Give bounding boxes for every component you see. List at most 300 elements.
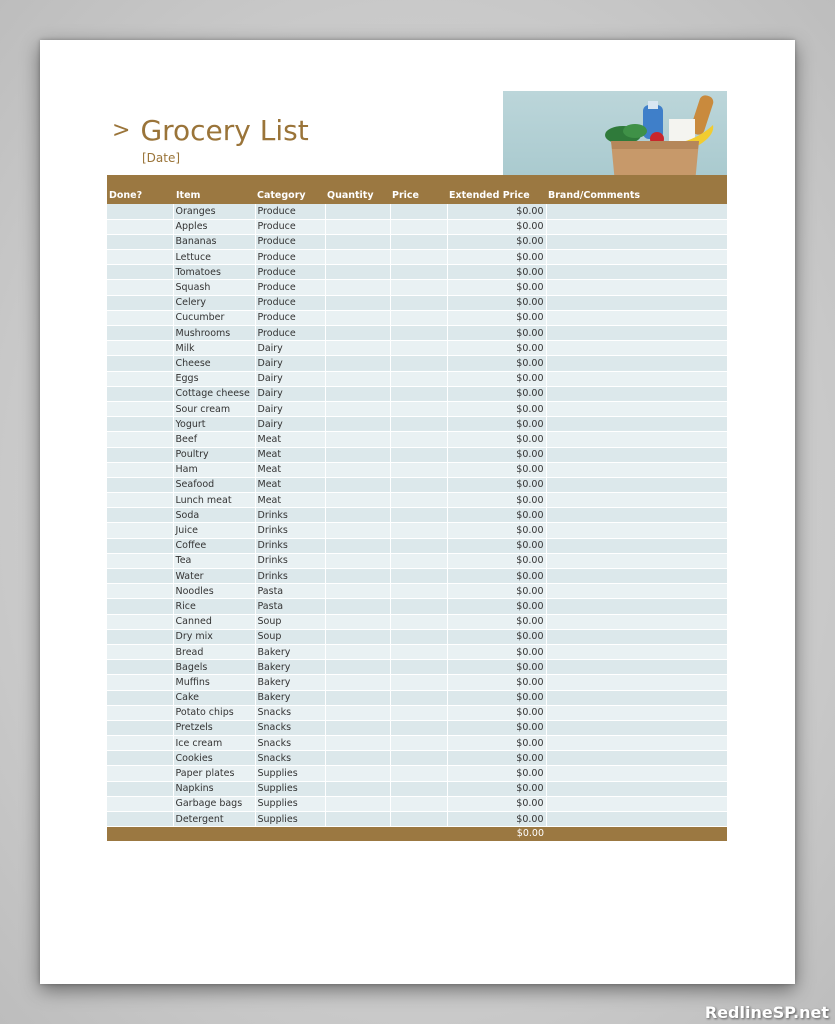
extended-price-cell: $0.00 <box>447 477 546 492</box>
done-cell[interactable] <box>107 614 173 629</box>
price-cell[interactable] <box>390 447 447 462</box>
extended-price-cell: $0.00 <box>447 660 546 675</box>
price-cell[interactable] <box>390 265 447 280</box>
done-cell[interactable] <box>107 280 173 295</box>
category-cell[interactable]: Produce <box>255 295 325 310</box>
item-cell[interactable]: Seafood <box>173 477 255 492</box>
price-cell[interactable] <box>390 812 447 827</box>
table-row <box>107 614 727 629</box>
brand-comments-cell[interactable] <box>546 401 727 416</box>
price-cell[interactable] <box>390 675 447 690</box>
category-cell[interactable]: Snacks <box>255 736 325 751</box>
brand-comments-cell[interactable] <box>546 219 727 234</box>
category-cell[interactable]: Drinks <box>255 553 325 568</box>
item-cell[interactable]: Cucumber <box>173 310 255 325</box>
table-row <box>107 690 727 705</box>
quantity-cell[interactable] <box>325 462 390 477</box>
brand-comments-cell[interactable] <box>546 310 727 325</box>
category-cell[interactable]: Produce <box>255 219 325 234</box>
brand-comments-cell[interactable] <box>546 705 727 720</box>
category-cell[interactable]: Bakery <box>255 660 325 675</box>
item-cell[interactable]: Cake <box>173 690 255 705</box>
extended-price-cell: $0.00 <box>447 705 546 720</box>
category-cell[interactable]: Soup <box>255 614 325 629</box>
brand-comments-cell[interactable] <box>546 553 727 568</box>
extended-price-cell: $0.00 <box>447 371 546 386</box>
brand-comments-cell[interactable] <box>546 234 727 249</box>
quantity-cell[interactable] <box>325 796 390 811</box>
category-cell[interactable]: Dairy <box>255 341 325 356</box>
extended-price-cell: $0.00 <box>447 751 546 766</box>
header-category: Category <box>257 190 306 201</box>
item-cell[interactable]: Bagels <box>173 660 255 675</box>
table-row <box>107 493 727 508</box>
item-cell[interactable]: Beef <box>173 432 255 447</box>
price-cell[interactable] <box>390 538 447 553</box>
brand-comments-cell[interactable] <box>546 614 727 629</box>
table-row <box>107 584 727 599</box>
done-cell[interactable] <box>107 447 173 462</box>
brand-comments-cell[interactable] <box>546 675 727 690</box>
brand-comments-cell[interactable] <box>546 796 727 811</box>
brand-comments-cell[interactable] <box>546 599 727 614</box>
quantity-cell[interactable] <box>325 812 390 827</box>
price-cell[interactable] <box>390 629 447 644</box>
done-cell[interactable] <box>107 477 173 492</box>
item-cell[interactable]: Rice <box>173 599 255 614</box>
category-cell[interactable]: Supplies <box>255 781 325 796</box>
done-cell[interactable] <box>107 341 173 356</box>
table-row <box>107 736 727 751</box>
price-cell[interactable] <box>390 781 447 796</box>
category-cell[interactable]: Bakery <box>255 690 325 705</box>
brand-comments-cell[interactable] <box>546 280 727 295</box>
grocery-bag-icon <box>503 91 727 183</box>
done-cell[interactable] <box>107 356 173 371</box>
quantity-cell[interactable] <box>325 250 390 265</box>
done-cell[interactable] <box>107 386 173 401</box>
price-cell[interactable] <box>390 690 447 705</box>
extended-price-cell: $0.00 <box>447 234 546 249</box>
done-cell[interactable] <box>107 250 173 265</box>
extended-price-cell: $0.00 <box>447 736 546 751</box>
category-cell[interactable]: Produce <box>255 204 325 219</box>
price-cell[interactable] <box>390 356 447 371</box>
item-cell[interactable]: Milk <box>173 341 255 356</box>
category-cell[interactable]: Dairy <box>255 417 325 432</box>
category-cell[interactable]: Produce <box>255 310 325 325</box>
category-cell[interactable]: Snacks <box>255 705 325 720</box>
quantity-cell[interactable] <box>325 751 390 766</box>
quantity-cell[interactable] <box>325 736 390 751</box>
item-cell[interactable]: Poultry <box>173 447 255 462</box>
price-cell[interactable] <box>390 341 447 356</box>
brand-comments-cell[interactable] <box>546 432 727 447</box>
quantity-cell[interactable] <box>325 629 390 644</box>
quantity-cell[interactable] <box>325 326 390 341</box>
quantity-cell[interactable] <box>325 584 390 599</box>
item-cell[interactable]: Mushrooms <box>173 326 255 341</box>
price-cell[interactable] <box>390 326 447 341</box>
item-cell[interactable]: Yogurt <box>173 417 255 432</box>
table-row <box>107 417 727 432</box>
extended-price-cell: $0.00 <box>447 553 546 568</box>
item-cell[interactable]: Bread <box>173 644 255 659</box>
item-cell[interactable]: Dry mix <box>173 629 255 644</box>
done-cell[interactable] <box>107 265 173 280</box>
category-cell[interactable]: Supplies <box>255 766 325 781</box>
extended-price-cell: $0.00 <box>447 265 546 280</box>
brand-comments-cell[interactable] <box>546 584 727 599</box>
quantity-cell[interactable] <box>325 644 390 659</box>
header-item: Item <box>176 190 201 201</box>
quantity-cell[interactable] <box>325 781 390 796</box>
price-cell[interactable] <box>390 250 447 265</box>
grocery-table <box>107 175 728 841</box>
brand-comments-cell[interactable] <box>546 250 727 265</box>
brand-comments-cell[interactable] <box>546 493 727 508</box>
extended-price-cell: $0.00 <box>447 523 546 538</box>
done-cell[interactable] <box>107 310 173 325</box>
brand-comments-cell[interactable] <box>546 644 727 659</box>
item-cell[interactable]: Paper plates <box>173 766 255 781</box>
brand-comments-cell[interactable] <box>546 781 727 796</box>
done-cell[interactable] <box>107 219 173 234</box>
category-cell[interactable]: Meat <box>255 462 325 477</box>
category-cell[interactable]: Soup <box>255 629 325 644</box>
price-cell[interactable] <box>390 751 447 766</box>
category-cell[interactable]: Bakery <box>255 675 325 690</box>
item-cell[interactable]: Tomatoes <box>173 265 255 280</box>
quantity-cell[interactable] <box>325 660 390 675</box>
done-cell[interactable] <box>107 569 173 584</box>
item-cell[interactable]: Napkins <box>173 781 255 796</box>
category-cell[interactable]: Drinks <box>255 569 325 584</box>
brand-comments-cell[interactable] <box>546 265 727 280</box>
category-cell[interactable]: Supplies <box>255 796 325 811</box>
category-cell[interactable]: Meat <box>255 477 325 492</box>
item-cell[interactable]: Water <box>173 569 255 584</box>
brand-comments-cell[interactable] <box>546 371 727 386</box>
item-cell[interactable]: Sour cream <box>173 401 255 416</box>
price-cell[interactable] <box>390 736 447 751</box>
item-cell[interactable]: Muffins <box>173 675 255 690</box>
quantity-cell[interactable] <box>325 295 390 310</box>
item-cell[interactable]: Eggs <box>173 371 255 386</box>
watermark: RedlineSP.net <box>704 1003 829 1022</box>
extended-price-cell: $0.00 <box>447 280 546 295</box>
extended-price-cell: $0.00 <box>447 204 546 219</box>
item-cell[interactable]: Ham <box>173 462 255 477</box>
extended-price-cell: $0.00 <box>447 629 546 644</box>
price-cell[interactable] <box>390 493 447 508</box>
quantity-cell[interactable] <box>325 386 390 401</box>
quantity-cell[interactable] <box>325 690 390 705</box>
done-cell[interactable] <box>107 690 173 705</box>
price-cell[interactable] <box>390 477 447 492</box>
quantity-cell[interactable] <box>325 341 390 356</box>
brand-comments-cell[interactable] <box>546 462 727 477</box>
done-cell[interactable] <box>107 781 173 796</box>
table-row <box>107 356 727 371</box>
table-row <box>107 447 727 462</box>
price-cell[interactable] <box>390 295 447 310</box>
item-cell[interactable]: Lunch meat <box>173 493 255 508</box>
price-cell[interactable] <box>390 386 447 401</box>
item-cell[interactable]: Coffee <box>173 538 255 553</box>
price-cell[interactable] <box>390 462 447 477</box>
done-cell[interactable] <box>107 538 173 553</box>
price-cell[interactable] <box>390 204 447 219</box>
brand-comments-cell[interactable] <box>546 447 727 462</box>
item-cell[interactable]: Garbage bags <box>173 796 255 811</box>
table-row <box>107 644 727 659</box>
price-cell[interactable] <box>390 432 447 447</box>
date-field[interactable]: [Date] <box>142 151 181 165</box>
done-cell[interactable] <box>107 432 173 447</box>
done-cell[interactable] <box>107 675 173 690</box>
category-cell[interactable]: Produce <box>255 234 325 249</box>
price-cell[interactable] <box>390 508 447 523</box>
extended-price-cell: $0.00 <box>447 341 546 356</box>
quantity-cell[interactable] <box>325 477 390 492</box>
done-cell[interactable] <box>107 766 173 781</box>
table-row <box>107 204 727 219</box>
category-cell[interactable]: Drinks <box>255 523 325 538</box>
table-row <box>107 705 727 720</box>
price-cell[interactable] <box>390 234 447 249</box>
brand-comments-cell[interactable] <box>546 751 727 766</box>
header-price: Price <box>392 190 419 201</box>
table-row <box>107 250 727 265</box>
done-cell[interactable] <box>107 584 173 599</box>
brand-comments-cell[interactable] <box>546 569 727 584</box>
done-cell[interactable] <box>107 736 173 751</box>
price-cell[interactable] <box>390 401 447 416</box>
done-cell[interactable] <box>107 523 173 538</box>
header-extended-price: Extended Price <box>449 190 530 201</box>
category-cell[interactable]: Bakery <box>255 644 325 659</box>
price-cell[interactable] <box>390 553 447 568</box>
item-cell[interactable]: Potato chips <box>173 705 255 720</box>
quantity-cell[interactable] <box>325 401 390 416</box>
category-cell[interactable]: Produce <box>255 250 325 265</box>
item-cell[interactable]: Ice cream <box>173 736 255 751</box>
done-cell[interactable] <box>107 644 173 659</box>
price-cell[interactable] <box>390 599 447 614</box>
quantity-cell[interactable] <box>325 234 390 249</box>
done-cell[interactable] <box>107 705 173 720</box>
quantity-cell[interactable] <box>325 720 390 735</box>
brand-comments-cell[interactable] <box>546 326 727 341</box>
done-cell[interactable] <box>107 720 173 735</box>
quantity-cell[interactable] <box>325 371 390 386</box>
quantity-cell[interactable] <box>325 614 390 629</box>
quantity-cell[interactable] <box>325 219 390 234</box>
done-cell[interactable] <box>107 508 173 523</box>
document-page <box>40 40 795 984</box>
extended-price-cell: $0.00 <box>447 462 546 477</box>
category-cell[interactable]: Dairy <box>255 386 325 401</box>
done-cell[interactable] <box>107 462 173 477</box>
brand-comments-cell[interactable] <box>546 204 727 219</box>
category-cell[interactable]: Drinks <box>255 538 325 553</box>
quantity-cell[interactable] <box>325 447 390 462</box>
category-cell[interactable]: Produce <box>255 265 325 280</box>
table-row <box>107 538 727 553</box>
quantity-cell[interactable] <box>325 599 390 614</box>
done-cell[interactable] <box>107 295 173 310</box>
table-row <box>107 781 727 796</box>
extended-price-cell: $0.00 <box>447 250 546 265</box>
extended-price-cell: $0.00 <box>447 675 546 690</box>
category-cell[interactable]: Meat <box>255 432 325 447</box>
category-cell[interactable]: Pasta <box>255 599 325 614</box>
brand-comments-cell[interactable] <box>546 629 727 644</box>
extended-price-cell: $0.00 <box>447 326 546 341</box>
quantity-cell[interactable] <box>325 766 390 781</box>
table-row <box>107 553 727 568</box>
item-cell[interactable]: Canned <box>173 614 255 629</box>
quantity-cell[interactable] <box>325 310 390 325</box>
table-row <box>107 766 727 781</box>
item-cell[interactable]: Detergent <box>173 812 255 827</box>
done-cell[interactable] <box>107 326 173 341</box>
done-cell[interactable] <box>107 401 173 416</box>
header-quantity: Quantity <box>327 190 374 201</box>
category-cell[interactable]: Snacks <box>255 751 325 766</box>
price-cell[interactable] <box>390 644 447 659</box>
category-cell[interactable]: Supplies <box>255 812 325 827</box>
category-cell[interactable]: Snacks <box>255 720 325 735</box>
title-prefix: > <box>112 118 131 143</box>
done-cell[interactable] <box>107 371 173 386</box>
quantity-cell[interactable] <box>325 280 390 295</box>
price-cell[interactable] <box>390 523 447 538</box>
item-cell[interactable]: Bananas <box>173 234 255 249</box>
done-cell[interactable] <box>107 751 173 766</box>
brand-comments-cell[interactable] <box>546 356 727 371</box>
quantity-cell[interactable] <box>325 432 390 447</box>
price-cell[interactable] <box>390 569 447 584</box>
price-cell[interactable] <box>390 584 447 599</box>
brand-comments-cell[interactable] <box>546 295 727 310</box>
total-row <box>107 827 727 841</box>
table-row <box>107 523 727 538</box>
table-row <box>107 234 727 249</box>
extended-price-cell: $0.00 <box>447 386 546 401</box>
quantity-cell[interactable] <box>325 538 390 553</box>
brand-comments-cell[interactable] <box>546 690 727 705</box>
item-cell[interactable]: Cheese <box>173 356 255 371</box>
quantity-cell[interactable] <box>325 553 390 568</box>
category-cell[interactable]: Drinks <box>255 508 325 523</box>
quantity-cell[interactable] <box>325 508 390 523</box>
price-cell[interactable] <box>390 720 447 735</box>
item-cell[interactable]: Soda <box>173 508 255 523</box>
item-cell[interactable]: Oranges <box>173 204 255 219</box>
quantity-cell[interactable] <box>325 675 390 690</box>
extended-price-cell: $0.00 <box>447 295 546 310</box>
brand-comments-cell[interactable] <box>546 720 727 735</box>
done-cell[interactable] <box>107 417 173 432</box>
category-cell[interactable]: Produce <box>255 326 325 341</box>
done-cell[interactable] <box>107 204 173 219</box>
item-cell[interactable]: Juice <box>173 523 255 538</box>
price-cell[interactable] <box>390 219 447 234</box>
done-cell[interactable] <box>107 660 173 675</box>
category-cell[interactable]: Meat <box>255 493 325 508</box>
brand-comments-cell[interactable] <box>546 660 727 675</box>
brand-comments-cell[interactable] <box>546 736 727 751</box>
brand-comments-cell[interactable] <box>546 766 727 781</box>
price-cell[interactable] <box>390 310 447 325</box>
done-cell[interactable] <box>107 812 173 827</box>
item-cell[interactable]: Celery <box>173 295 255 310</box>
quantity-cell[interactable] <box>325 569 390 584</box>
done-cell[interactable] <box>107 629 173 644</box>
done-cell[interactable] <box>107 796 173 811</box>
category-cell[interactable]: Pasta <box>255 584 325 599</box>
quantity-cell[interactable] <box>325 417 390 432</box>
quantity-cell[interactable] <box>325 493 390 508</box>
quantity-cell[interactable] <box>325 523 390 538</box>
quantity-cell[interactable] <box>325 204 390 219</box>
brand-comments-cell[interactable] <box>546 341 727 356</box>
item-cell[interactable]: Cottage cheese <box>173 386 255 401</box>
price-cell[interactable] <box>390 705 447 720</box>
extended-price-cell: $0.00 <box>447 310 546 325</box>
quantity-cell[interactable] <box>325 705 390 720</box>
category-cell[interactable]: Meat <box>255 447 325 462</box>
extended-price-cell: $0.00 <box>447 432 546 447</box>
item-cell[interactable]: Noodles <box>173 584 255 599</box>
quantity-cell[interactable] <box>325 265 390 280</box>
category-cell[interactable]: Dairy <box>255 401 325 416</box>
item-cell[interactable]: Tea <box>173 553 255 568</box>
done-cell[interactable] <box>107 234 173 249</box>
price-cell[interactable] <box>390 660 447 675</box>
done-cell[interactable] <box>107 553 173 568</box>
done-cell[interactable] <box>107 599 173 614</box>
price-cell[interactable] <box>390 417 447 432</box>
item-cell[interactable]: Squash <box>173 280 255 295</box>
brand-comments-cell[interactable] <box>546 386 727 401</box>
brand-comments-cell[interactable] <box>546 538 727 553</box>
price-cell[interactable] <box>390 796 447 811</box>
category-cell[interactable]: Dairy <box>255 356 325 371</box>
brand-comments-cell[interactable] <box>546 417 727 432</box>
brand-comments-cell[interactable] <box>546 477 727 492</box>
item-cell[interactable]: Apples <box>173 219 255 234</box>
price-cell[interactable] <box>390 280 447 295</box>
item-cell[interactable]: Lettuce <box>173 250 255 265</box>
price-cell[interactable] <box>390 614 447 629</box>
quantity-cell[interactable] <box>325 356 390 371</box>
item-cell[interactable]: Cookies <box>173 751 255 766</box>
item-cell[interactable]: Pretzels <box>173 720 255 735</box>
category-cell[interactable]: Produce <box>255 280 325 295</box>
price-cell[interactable] <box>390 371 447 386</box>
category-cell[interactable]: Dairy <box>255 371 325 386</box>
brand-comments-cell[interactable] <box>546 523 727 538</box>
brand-comments-cell[interactable] <box>546 812 727 827</box>
table-row <box>107 401 727 416</box>
done-cell[interactable] <box>107 493 173 508</box>
price-cell[interactable] <box>390 766 447 781</box>
brand-comments-cell[interactable] <box>546 508 727 523</box>
table-row <box>107 371 727 386</box>
